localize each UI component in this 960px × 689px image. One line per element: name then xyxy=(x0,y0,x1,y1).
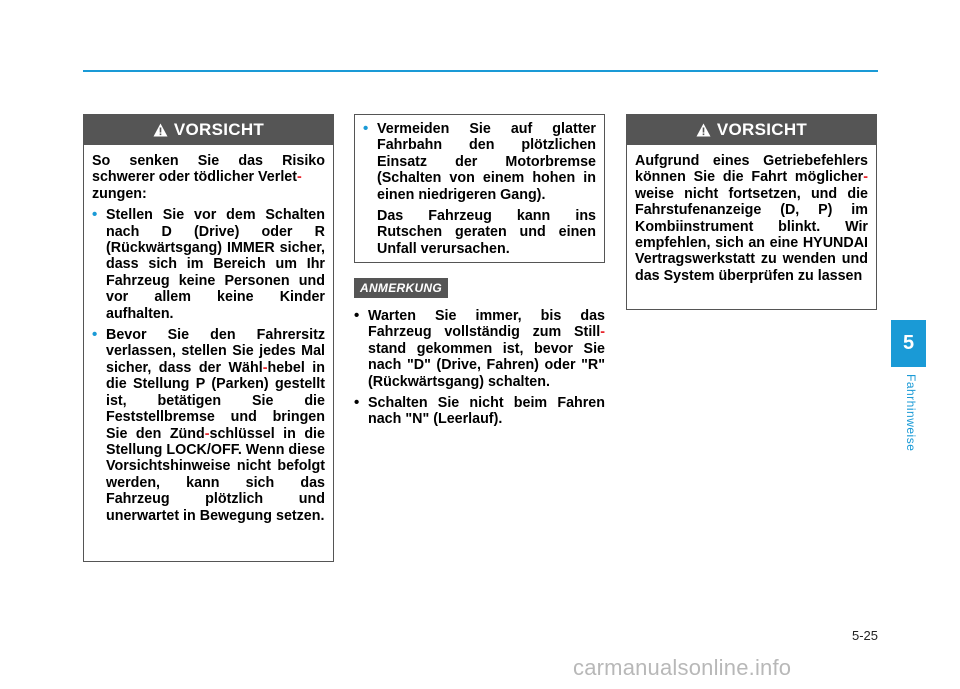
note-item: • Schalten Sie nicht beim Fahren nach "N" (Leerlauf). xyxy=(354,394,605,428)
bullet-dot-icon: • xyxy=(354,307,360,324)
note-item: • Warten Sie immer, bis das Fahrzeug vollständig zum Still-stand gekommen ist, bevor Sie nach "D" (Drive, Fahren) oder "R" (Rückwärtsgang) schalten. xyxy=(354,307,605,390)
caution-box-right xyxy=(626,114,877,310)
chapter-tab[interactable]: 5 xyxy=(891,320,926,367)
caution-bullet: • Stellen Sie vor dem Schalten nach D (Drive) oder R (Rückwärtsgang) IMMER sicher, dass sich im Bereich um Ihr Fahrzeug keine Personen und vor allem keine Kinder aufhalten. xyxy=(92,206,325,322)
caution-followup: Das Fahrzeug kann ins Rutschen geraten und einen Unfall verursachen. xyxy=(377,208,596,257)
caution-body-left xyxy=(84,145,333,537)
chapter-label: Fahrhinweise xyxy=(904,374,918,452)
caution-body-middle xyxy=(355,115,604,265)
caution-heading-left xyxy=(84,115,333,145)
bullet-dot-icon: • xyxy=(92,206,98,224)
caution-bullet: • Vermeiden Sie auf glatter Fahrbahn den plötzlichen Einsatz der Motorbremse (Schalten von einem hohen in einen niedrigeren Gang). xyxy=(363,120,596,203)
note-tag: ANMERKUNG xyxy=(354,278,448,298)
caution-heading-text: VORSICHT xyxy=(716,120,808,139)
caution-intro: So senken Sie das Risiko schwerer oder tödlicher Verlet- zungen: xyxy=(92,153,325,202)
watermark: carmanualsonline.info xyxy=(573,655,792,680)
caution-box-left xyxy=(83,114,334,562)
caution-text: Aufgrund eines Getriebefehlers können Sie die Fahrt möglicher-weise nicht fortsetzen, und die Fahrstufenanzeige (D, P) im Kombiinstrument blinkt. Wir empfehlen, sich an eine HYUNDAI Vertragswerkstatt zu wenden und das System überprüfen zu lassen xyxy=(635,153,868,284)
bullet-dot-icon: • xyxy=(354,394,360,412)
page-number: 5-25 xyxy=(851,628,878,643)
bullet-dot-icon: • xyxy=(92,326,98,344)
note-list xyxy=(354,308,605,433)
caution-body-right xyxy=(627,145,876,297)
warning-triangle-icon xyxy=(153,123,168,137)
top-rule xyxy=(83,70,878,72)
bullet-dot-icon: • xyxy=(363,120,369,137)
caution-bullet: • Bevor Sie den Fahrersitz verlassen, stellen Sie jedes Mal sicher, dass der Wähl-hebel in die Stellung P (Parken) gestellt ist, betätigen Sie die Feststellbremse und bringen Sie den Zünd-schlüssel in die Stellung LOCK/OFF. Wenn diese Vorsichtshinweise nicht befolgt werden, kann sich das Fahrzeug plötzlich und unerwartet in Bewegung setzen. xyxy=(92,326,325,524)
caution-box-middle xyxy=(354,114,605,263)
warning-triangle-icon xyxy=(696,123,711,137)
caution-heading-text: VORSICHT xyxy=(173,120,265,139)
caution-heading-right xyxy=(627,115,876,145)
